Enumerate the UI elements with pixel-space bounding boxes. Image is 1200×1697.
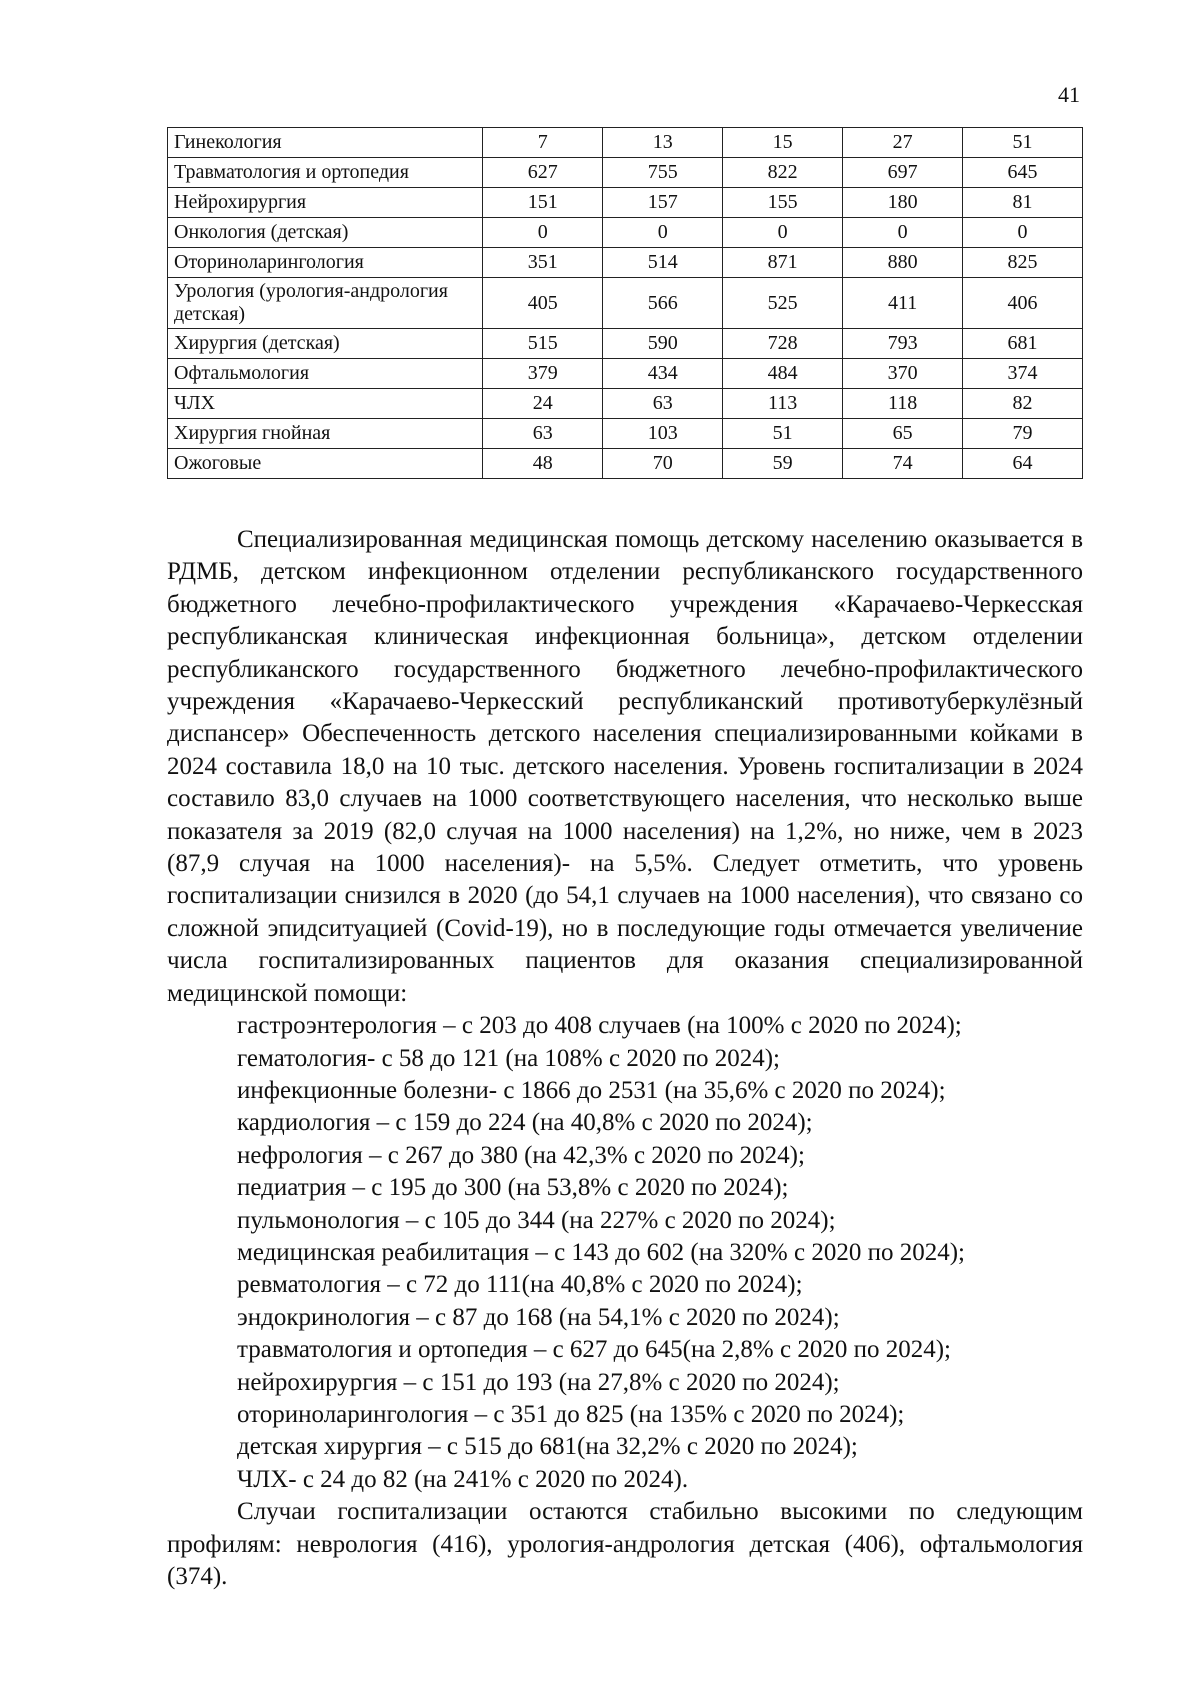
table-cell: 74 bbox=[843, 449, 963, 479]
table-cell: 64 bbox=[963, 449, 1083, 479]
body-text bbox=[167, 524, 1083, 1593]
table-cell: 13 bbox=[603, 128, 723, 158]
table-cell: 645 bbox=[963, 158, 1083, 188]
row-label: Офтальмология bbox=[168, 359, 483, 389]
list-item: гематология- с 58 до 121 (на 108% с 2020 по 2024); bbox=[237, 1044, 781, 1072]
table-cell: 590 bbox=[603, 329, 723, 359]
table-cell: 880 bbox=[843, 248, 963, 278]
table-cell: 63 bbox=[483, 419, 603, 449]
table-row bbox=[168, 128, 1083, 158]
table-cell: 24 bbox=[483, 389, 603, 419]
table-cell: 65 bbox=[843, 419, 963, 449]
row-label: ЧЛХ bbox=[168, 389, 483, 419]
paragraph-conclusion: Случаи госпитализации остаются стабильно высокими по следующим профилям: неврология (416), урология-андрология детская (406), офтальмология (374). bbox=[167, 1498, 1083, 1590]
table-cell: 151 bbox=[483, 188, 603, 218]
table-cell: 871 bbox=[723, 248, 843, 278]
row-label: Оториноларингология bbox=[168, 248, 483, 278]
table-cell: 0 bbox=[603, 218, 723, 248]
row-label: Нейрохирургия bbox=[168, 188, 483, 218]
table-cell: 525 bbox=[723, 278, 843, 329]
table-cell: 755 bbox=[603, 158, 723, 188]
table-cell: 15 bbox=[723, 128, 843, 158]
table-cell: 405 bbox=[483, 278, 603, 329]
table-cell: 79 bbox=[963, 419, 1083, 449]
table-cell: 379 bbox=[483, 359, 603, 389]
list-item: кардиология – с 159 до 224 (на 40,8% с 2020 по 2024); bbox=[237, 1109, 813, 1137]
table-cell: 728 bbox=[723, 329, 843, 359]
table-row bbox=[168, 329, 1083, 359]
table-cell: 515 bbox=[483, 329, 603, 359]
table-cell: 370 bbox=[843, 359, 963, 389]
table-cell: 0 bbox=[963, 218, 1083, 248]
table-cell: 793 bbox=[843, 329, 963, 359]
table-cell: 681 bbox=[963, 329, 1083, 359]
table-row bbox=[168, 278, 1083, 329]
table-cell: 51 bbox=[963, 128, 1083, 158]
table-cell: 81 bbox=[963, 188, 1083, 218]
table-row bbox=[168, 389, 1083, 419]
list-item: гастроэнтерология – с 203 до 408 случаев (на 100% с 2020 по 2024); bbox=[237, 1012, 962, 1040]
table-cell: 434 bbox=[603, 359, 723, 389]
table-cell: 374 bbox=[963, 359, 1083, 389]
table-cell: 7 bbox=[483, 128, 603, 158]
list-item: ревматология – с 72 до 111(на 40,8% с 2020 по 2024); bbox=[237, 1271, 803, 1299]
table-row bbox=[168, 248, 1083, 278]
table-row bbox=[168, 188, 1083, 218]
table-cell: 0 bbox=[723, 218, 843, 248]
list-item: травматология и ортопедия – с 627 до 645(на 2,8% с 2020 по 2024); bbox=[237, 1336, 952, 1364]
table-cell: 0 bbox=[843, 218, 963, 248]
table-cell: 59 bbox=[723, 449, 843, 479]
list-item: эндокринология – с 87 до 168 (на 54,1% с 2020 по 2024); bbox=[237, 1303, 840, 1331]
list-item: педиатрия – с 195 до 300 (на 53,8% с 2020 по 2024); bbox=[237, 1174, 789, 1202]
table-row bbox=[168, 449, 1083, 479]
table-cell: 825 bbox=[963, 248, 1083, 278]
table-cell: 113 bbox=[723, 389, 843, 419]
table-cell: 697 bbox=[843, 158, 963, 188]
list-item: медицинская реабилитация – с 143 до 602 (на 320% с 2020 по 2024); bbox=[237, 1238, 966, 1266]
paragraph-intro: Специализированная медицинская помощь детскому населению оказывается в РДМБ, детском инфекционном отделении республиканского государственного бюджетного лечебно-профилактического учреждения «Карачаево-Черкесская республиканская клиническая инфекционная больница», детском отделении республиканского государственного бюджетного лечебно-профилактического учреждения «Карачаево-Черкесский республиканский противотуберкулёзный диспансер» Обеспеченность детского населения специализированными койками в 2024 составила 18,0 на 10 тыс. детского населения. Уровень госпитализации в 2024 составило 83,0 случаев на 1000 соответствующего населения, что несколько выше показателя за 2019 (82,0 случая на 1000 населения) на 1,2%, но ниже, чем в 2023 (87,9 случая на 1000 населения)- на 5,5%. Следует отметить, что уровень госпитализации снизился в 2020 (до 54,1 случаев на 1000 населения), что связано со сложной эпидситуацией (Covid-19), но в последующие годы отмечается увеличение числа госпитализированных пациентов для оказания специализированной медицинской помощи: bbox=[167, 526, 1083, 1007]
row-label: Гинекология bbox=[168, 128, 483, 158]
table-cell: 157 bbox=[603, 188, 723, 218]
table-cell: 155 bbox=[723, 188, 843, 218]
table-cell: 103 bbox=[603, 419, 723, 449]
row-label: Онкология (детская) bbox=[168, 218, 483, 248]
table-cell: 351 bbox=[483, 248, 603, 278]
table-cell: 566 bbox=[603, 278, 723, 329]
list-item: оториноларингология – с 351 до 825 (на 135% с 2020 по 2024); bbox=[237, 1400, 905, 1428]
table-row bbox=[168, 218, 1083, 248]
table-row bbox=[168, 419, 1083, 449]
page-number: 41 bbox=[1058, 82, 1080, 107]
table-cell: 118 bbox=[843, 389, 963, 419]
table-cell: 51 bbox=[723, 419, 843, 449]
table-cell: 406 bbox=[963, 278, 1083, 329]
row-label: Хирургия гнойная bbox=[168, 419, 483, 449]
list-item: нейрохирургия – с 151 до 193 (на 27,8% с 2020 по 2024); bbox=[237, 1368, 840, 1396]
profile-growth-list bbox=[167, 1010, 1083, 1496]
row-label: Ожоговые bbox=[168, 449, 483, 479]
table-cell: 82 bbox=[963, 389, 1083, 419]
list-item: инфекционные болезни- с 1866 до 2531 (на 35,6% с 2020 по 2024); bbox=[237, 1076, 946, 1104]
table-cell: 0 bbox=[483, 218, 603, 248]
table-cell: 514 bbox=[603, 248, 723, 278]
table-cell: 27 bbox=[843, 128, 963, 158]
table-row bbox=[168, 158, 1083, 188]
table-cell: 627 bbox=[483, 158, 603, 188]
table-cell: 63 bbox=[603, 389, 723, 419]
table-cell: 70 bbox=[603, 449, 723, 479]
row-label: Хирургия (детская) bbox=[168, 329, 483, 359]
list-item: нефрология – с 267 до 380 (на 42,3% с 2020 по 2024); bbox=[237, 1141, 805, 1169]
table-cell: 822 bbox=[723, 158, 843, 188]
list-item: ЧЛХ- с 24 до 82 (на 241% с 2020 по 2024). bbox=[237, 1465, 689, 1493]
table-cell: 180 bbox=[843, 188, 963, 218]
table-cell: 484 bbox=[723, 359, 843, 389]
table-cell: 411 bbox=[843, 278, 963, 329]
table-cell: 48 bbox=[483, 449, 603, 479]
list-item: детская хирургия – с 515 до 681(на 32,2% с 2020 по 2024); bbox=[237, 1433, 858, 1461]
row-label: Урология (урология-андрология детская) bbox=[168, 278, 483, 329]
row-label: Травматология и ортопедия bbox=[168, 158, 483, 188]
hospitalization-table bbox=[167, 127, 1083, 479]
table-row bbox=[168, 359, 1083, 389]
table-body bbox=[168, 128, 1083, 479]
list-item: пульмонология – с 105 до 344 (на 227% с 2020 по 2024); bbox=[237, 1206, 836, 1234]
